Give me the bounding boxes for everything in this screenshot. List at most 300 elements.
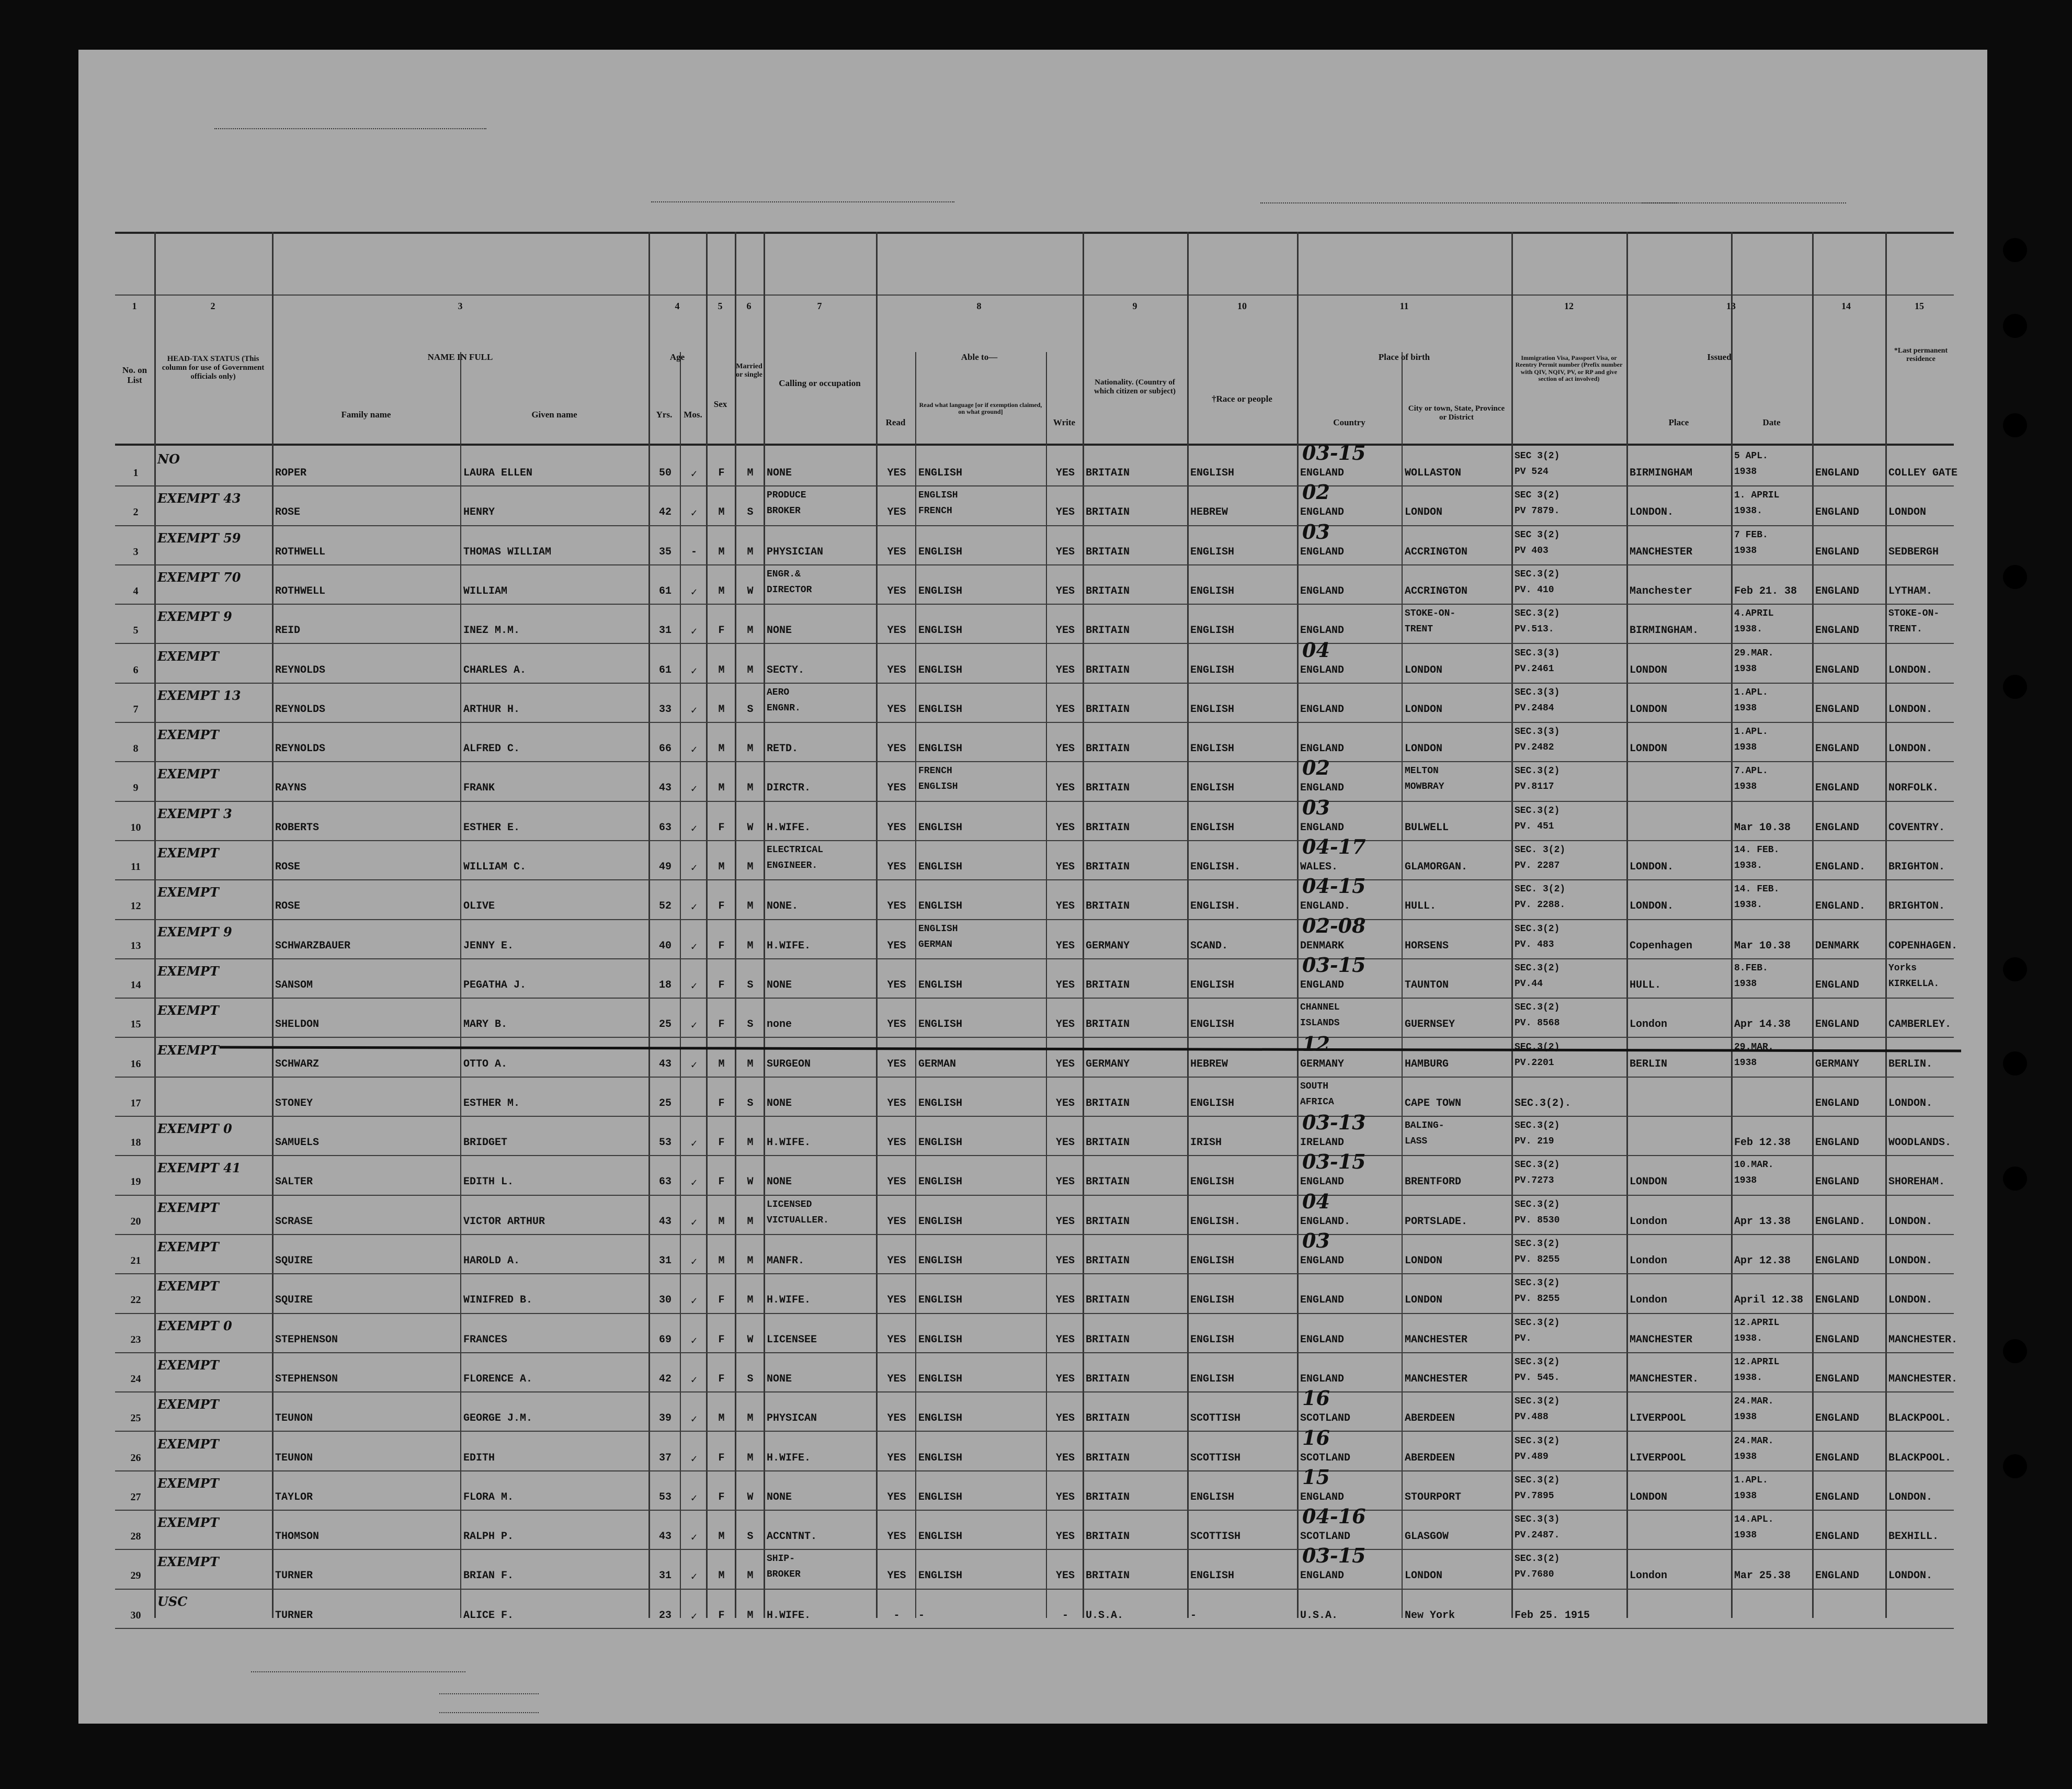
cell-family: ROSE	[275, 861, 301, 873]
cell-read: YES	[887, 585, 906, 597]
column-header: NAME IN FULL	[427, 352, 493, 362]
cell-given: EDITH L.	[463, 1176, 514, 1188]
cell-sex: M	[718, 703, 725, 716]
handwritten-code: 16	[1302, 1425, 1330, 1450]
cell-bcity: BRENTFORD	[1405, 1176, 1462, 1188]
cell-nat: BRITAIN	[1086, 861, 1130, 873]
cell-rcity: LONDON.	[1888, 703, 1933, 716]
cell-iplace: MANCHESTER	[1630, 1333, 1693, 1346]
table-row	[115, 1465, 1954, 1510]
column-header: Yrs.	[656, 410, 673, 420]
cell-idate: 12.APRIL 1938.	[1734, 1356, 1780, 1383]
cell-lang: ENGLISH	[918, 1491, 963, 1503]
cell-ms: W	[747, 1176, 754, 1188]
cell-occ: H.WIFE.	[767, 1452, 811, 1464]
cell-nat: BRITAIN	[1086, 900, 1130, 913]
cell-occ: NONE	[767, 625, 792, 637]
cell-sex: F	[718, 1018, 725, 1031]
cell-idate: 14. FEB. 1938.	[1734, 884, 1780, 911]
cell-tax: EXEMPT	[157, 766, 219, 782]
cell-given: HAROLD A.	[463, 1255, 520, 1267]
cell-yrs: 43	[658, 1058, 671, 1070]
cell-yrs: 42	[658, 1373, 671, 1385]
cell-rcountry: ENGLAND.	[1815, 900, 1866, 913]
cell-read: YES	[887, 1570, 906, 1582]
cell-occ: NONE	[767, 1176, 792, 1188]
cell-read: YES	[887, 1097, 906, 1109]
cell-visa: SEC.3(2) PV. 219	[1515, 1120, 1560, 1147]
cell-write: YES	[1055, 743, 1075, 755]
cell-iplace: Manchester	[1630, 585, 1693, 597]
cell-race: IRISH	[1190, 1137, 1222, 1149]
cell-family: ROTHWELL	[275, 546, 326, 558]
port-name	[1260, 202, 1679, 203]
column-header: *Last permanent residence	[1894, 347, 1948, 363]
cell-occ: NONE	[767, 1097, 792, 1109]
table-row	[115, 1273, 1954, 1312]
column-header: Immigration Visa, Passport Visa, or Reentry Permit number (Prefix number with QIV, NQIV, PV, or RP and give section of act involved)	[1515, 354, 1623, 383]
cell-nat: BRITAIN	[1086, 821, 1130, 834]
cell-lang: ENGLISH	[918, 467, 963, 479]
cell-visa: SEC. 3(2) PV. 2288.	[1515, 884, 1566, 911]
cell-given: FRANCES	[463, 1333, 508, 1346]
cell-read: YES	[887, 1255, 906, 1267]
cell-yrs: 61	[658, 664, 671, 676]
table-row	[115, 564, 1954, 604]
handwritten-code: 16	[1302, 1386, 1330, 1410]
cell-rcountry: ENGLAND	[1815, 1333, 1860, 1346]
cell-lang: ENGLISH	[918, 1215, 963, 1228]
cell-visa: Feb 25. 1915	[1515, 1609, 1590, 1622]
column-header: Read what language [or if exemption claimed, on what ground]	[919, 401, 1042, 416]
cell-bcity: TAUNTON	[1405, 979, 1449, 991]
cell-idate: 29.MAR. 1938	[1734, 648, 1774, 674]
handwritten-code: 15	[1302, 1465, 1330, 1489]
cell-nat: BRITAIN	[1086, 1176, 1130, 1188]
cell-sex: M	[718, 1570, 725, 1582]
cell-read: YES	[887, 467, 906, 479]
cell-write: YES	[1055, 585, 1075, 597]
cell-visa: SEC.3(2) PV. 545.	[1515, 1356, 1560, 1383]
cell-given: JENNY E.	[463, 939, 514, 952]
cell-sex: F	[718, 900, 725, 913]
cell-ms: M	[747, 1058, 754, 1070]
cell-bcountry: DENMARK	[1300, 939, 1345, 952]
cell-rcountry: ENGLAND	[1815, 782, 1860, 795]
table-row	[115, 519, 1954, 564]
cell-bcountry: SOUTH AFRICA	[1300, 1081, 1334, 1107]
cell-rcity: NORFOLK.	[1888, 782, 1939, 795]
cell-occ: H.WIFE.	[767, 939, 811, 952]
cell-nat: BRITAIN	[1086, 506, 1130, 519]
cell-nat: BRITAIN	[1086, 546, 1130, 558]
column-header: Mos.	[684, 410, 702, 420]
cell-mos: ✓	[690, 980, 698, 993]
cell-tax: EXEMPT	[157, 1436, 219, 1452]
cell-tax: EXEMPT	[157, 1397, 219, 1412]
cell-yrs: 61	[658, 585, 671, 597]
table-row	[115, 480, 1954, 525]
cell-no: 24	[130, 1373, 141, 1385]
cell-iplace: HULL.	[1630, 979, 1661, 991]
cell-race: SCOTTISH	[1190, 1452, 1241, 1464]
cell-no: 9	[133, 782, 139, 794]
cell-nat: BRITAIN	[1086, 1294, 1130, 1307]
handwritten-code: 03-15	[1302, 953, 1366, 977]
cell-bcountry: ENGLAND	[1300, 1294, 1345, 1307]
cell-race: ENGLISH	[1190, 1018, 1235, 1031]
cell-given: PEGATHA J.	[463, 979, 527, 991]
cell-tax: EXEMPT	[157, 1475, 219, 1491]
cell-visa: SEC.3(2) PV. 8255	[1515, 1278, 1560, 1305]
cell-family: TURNER	[275, 1570, 313, 1582]
cell-nat: BRITAIN	[1086, 1215, 1130, 1228]
column-header: Country	[1333, 417, 1365, 427]
cell-given: WINIFRED B.	[463, 1294, 533, 1307]
cell-visa: SEC.3(3) PV.2482	[1515, 727, 1560, 753]
cell-ms: M	[747, 1294, 754, 1307]
cell-bcountry: WALES.	[1300, 861, 1338, 873]
cell-visa: SEC.3(2) PV.8117	[1515, 766, 1560, 792]
cell-bcountry: ENGLAND	[1300, 506, 1345, 519]
cell-lang: ENGLISH	[918, 1018, 963, 1031]
cell-ms: W	[747, 1333, 754, 1346]
cell-given: FLORA M.	[463, 1491, 514, 1503]
table-row	[115, 1189, 1954, 1234]
cell-bcountry: ENGLAND	[1300, 1255, 1345, 1267]
column-number: 3	[458, 301, 463, 311]
cell-idate: 8.FEB. 1938	[1734, 963, 1768, 989]
table-row	[115, 1313, 1958, 1352]
cell-iplace: LONDON	[1630, 1176, 1668, 1188]
total-passengers-line	[439, 1693, 539, 1694]
cell-iplace: MANCHESTER	[1630, 546, 1693, 558]
cell-sex: F	[718, 939, 725, 952]
cell-visa: SEC.3(2) PV.44	[1515, 963, 1560, 989]
cell-given: BRIDGET	[463, 1137, 508, 1149]
cell-nat: BRITAIN	[1086, 1373, 1130, 1385]
cell-sex: F	[718, 625, 725, 637]
cell-occ: SECTY.	[767, 664, 805, 676]
cell-ms: S	[747, 506, 754, 519]
cell-occ: NONE	[767, 979, 792, 991]
cell-bcity: HULL.	[1405, 900, 1437, 913]
cell-mos: ✓	[690, 902, 698, 914]
cell-occ: none	[767, 1018, 792, 1031]
cell-yrs: 31	[658, 1255, 671, 1267]
cell-mos: ✓	[690, 1532, 698, 1545]
cell-read: YES	[887, 1018, 906, 1031]
cell-rcity: MANCHESTER.	[1888, 1373, 1958, 1385]
cell-mos: -	[690, 546, 697, 558]
cell-write: YES	[1055, 861, 1075, 873]
cell-race: HEBREW	[1190, 506, 1228, 519]
cell-mos: ✓	[690, 1177, 698, 1190]
cell-race: ENGLISH	[1190, 1570, 1235, 1582]
cell-occ: PRODUCE BROKER	[767, 490, 806, 517]
cell-family: SANSOM	[275, 979, 313, 991]
cell-visa: SEC.3(2) PV.7895	[1515, 1475, 1560, 1501]
column-number: 2	[210, 301, 215, 311]
cell-rcity: LONDON.	[1888, 1255, 1933, 1267]
column-number: 13	[1726, 301, 1736, 311]
cell-rcity: LONDON.	[1888, 1294, 1933, 1307]
cell-bcity: LONDON	[1405, 703, 1443, 716]
cell-ms: M	[747, 1412, 754, 1425]
cell-rcity: BRIGHTON.	[1888, 900, 1945, 913]
column-header: Married or single	[736, 363, 762, 379]
cell-write: YES	[1055, 506, 1075, 519]
cell-iplace: Copenhagen	[1630, 939, 1693, 952]
cell-given: CHARLES A.	[463, 664, 527, 676]
cell-bcity: HAMBURG	[1405, 1058, 1449, 1070]
column-header: Read	[885, 417, 906, 427]
cell-bcity: MELTON MOWBRAY	[1405, 766, 1444, 792]
cell-no: 5	[133, 625, 139, 637]
table-row	[115, 1504, 1954, 1549]
cell-given: ESTHER M.	[463, 1097, 520, 1109]
cell-occ: NONE	[767, 1491, 792, 1503]
cell-idate: Mar 10.38	[1734, 939, 1791, 952]
cell-mos: ✓	[690, 1414, 698, 1426]
cell-bcity: CAPE TOWN	[1405, 1097, 1462, 1109]
cell-rcity: STOKE-ON- TRENT.	[1888, 608, 1940, 635]
cell-iplace: LONDON.	[1630, 861, 1674, 873]
cell-mos: ✓	[690, 823, 698, 835]
cell-bcountry: ENGLAND	[1300, 743, 1345, 755]
cell-yrs: 40	[658, 939, 671, 952]
cell-rcity: BLACKPOOL.	[1888, 1452, 1952, 1464]
cell-nat: BRITAIN	[1086, 1531, 1130, 1543]
cell-visa: SEC.3(2) PV. 483	[1515, 923, 1560, 950]
cell-family: STONEY	[275, 1097, 313, 1109]
cell-iplace: LONDON	[1630, 703, 1668, 716]
cell-nat: BRITAIN	[1086, 1491, 1130, 1503]
cell-sex: F	[718, 1294, 725, 1307]
cell-lang: FRENCH ENGLISH	[918, 766, 958, 792]
cell-sex: F	[718, 1137, 725, 1149]
column-number: 1	[132, 301, 137, 311]
cell-lang: ENGLISH	[918, 664, 963, 676]
cell-no: 21	[130, 1255, 141, 1266]
cell-idate: April 12.38	[1734, 1294, 1804, 1307]
cell-bcountry: SCOTLAND	[1300, 1531, 1351, 1543]
cell-race: ENGLISH	[1190, 664, 1235, 676]
cell-lang: ENGLISH	[918, 900, 963, 913]
cell-iplace: LONDON	[1630, 1491, 1668, 1503]
cell-given: BRIAN F.	[463, 1570, 514, 1582]
cell-ms: M	[747, 743, 754, 755]
cell-mos: ✓	[690, 586, 698, 599]
cell-given: MARY B.	[463, 1018, 508, 1031]
cell-bcountry: CHANNEL ISLANDS	[1300, 1002, 1340, 1029]
cell-lang: ENGLISH	[918, 1137, 963, 1149]
cell-write: YES	[1055, 782, 1075, 795]
cell-idate: 5 APL. 1938	[1734, 451, 1768, 477]
cell-yrs: 43	[658, 1215, 671, 1228]
cell-mos: ✓	[690, 1571, 698, 1584]
cell-read: YES	[887, 861, 906, 873]
cell-race: HEBREW	[1190, 1058, 1228, 1070]
cell-ms: W	[747, 821, 754, 834]
cell-rcountry: ENGLAND	[1815, 1097, 1860, 1109]
cell-family: SAMUELS	[275, 1137, 320, 1149]
cell-idate: 14. FEB. 1938.	[1734, 845, 1780, 871]
cell-occ: SURGEON	[767, 1058, 811, 1070]
cell-bcountry: ENGLAND	[1300, 625, 1345, 637]
cell-sex: M	[718, 743, 725, 755]
cell-given: WILLIAM C.	[463, 861, 527, 873]
cell-iplace: BERLIN	[1630, 1058, 1668, 1070]
cell-sex: F	[718, 1373, 725, 1385]
cell-family: REYNOLDS	[275, 743, 326, 755]
cell-tax: EXEMPT 43	[157, 491, 241, 506]
cell-rcity: LONDON.	[1888, 1097, 1933, 1109]
handwritten-code: 04-17	[1302, 835, 1366, 858]
cell-bcity: STOURPORT	[1405, 1491, 1462, 1503]
cell-bcity: LONDON	[1405, 1294, 1443, 1307]
cell-family: SQUIRE	[275, 1255, 313, 1267]
cell-lang: ENGLISH	[918, 1333, 963, 1346]
cell-race: ENGLISH	[1190, 821, 1235, 834]
cell-bcity: LONDON	[1405, 743, 1443, 755]
cell-given: OLIVE	[463, 900, 495, 913]
cell-family: TAYLOR	[275, 1491, 313, 1503]
cell-rcountry: ENGLAND	[1815, 1491, 1860, 1503]
cell-lang: ENGLISH	[918, 821, 963, 834]
cell-no: 11	[131, 861, 141, 873]
column-number: 5	[718, 301, 723, 311]
table-row	[115, 795, 1954, 840]
cell-nat: BRITAIN	[1086, 1333, 1130, 1346]
cell-given: ALICE F.	[463, 1609, 514, 1622]
cell-lang: ENGLISH GERMAN	[918, 923, 958, 950]
cell-idate: 24.MAR. 1938	[1734, 1396, 1774, 1423]
cell-idate: 10.MAR. 1938	[1734, 1160, 1774, 1186]
cell-rcity: SEDBERGH	[1888, 546, 1939, 558]
cell-yrs: 33	[658, 703, 671, 716]
table-row	[115, 722, 1954, 761]
handwritten-code: 03	[1302, 1229, 1330, 1252]
cell-given: ALFRED C.	[463, 743, 520, 755]
cell-visa: SEC.3(2) PV. 8530	[1515, 1199, 1560, 1226]
cell-mos: ✓	[690, 626, 698, 639]
cell-bcity: LONDON	[1405, 506, 1443, 519]
cell-visa: SEC.3(2) PV.	[1515, 1317, 1560, 1344]
cell-occ: NONE.	[767, 900, 799, 913]
column-number: 12	[1564, 301, 1574, 311]
cell-lang: ENGLISH FRENCH	[918, 490, 958, 517]
cell-lang: ENGLISH	[918, 1097, 963, 1109]
column-header: Age	[669, 352, 685, 362]
cell-nat: BRITAIN	[1086, 1097, 1130, 1109]
handwritten-code: 03-15	[1302, 1544, 1366, 1568]
cell-rcountry: ENGLAND	[1815, 585, 1860, 597]
cell-bcity: STOKE-ON- TRENT	[1405, 608, 1456, 635]
cell-mos: ✓	[690, 1453, 698, 1466]
column-header: Write	[1053, 417, 1076, 427]
cell-occ: ELECTRICAL ENGINEER.	[767, 845, 824, 871]
cell-tax: EXEMPT 9	[157, 609, 232, 625]
cell-idate: Feb 21. 38	[1734, 585, 1797, 597]
cell-tax: EXEMPT 9	[157, 924, 232, 939]
cell-bcity: LONDON	[1405, 1570, 1443, 1582]
cell-visa: SEC 3(2) PV 7879.	[1515, 490, 1560, 517]
cell-write: YES	[1055, 1097, 1075, 1109]
cell-read: YES	[887, 979, 906, 991]
cell-yrs: 53	[658, 1137, 671, 1149]
cell-rcountry: ENGLAND	[1815, 1294, 1860, 1307]
cell-read: YES	[887, 546, 906, 558]
cell-lang: ENGLISH	[918, 743, 963, 755]
cell-write: YES	[1055, 1018, 1075, 1031]
cell-ms: M	[747, 1137, 754, 1149]
cell-no: 18	[130, 1137, 141, 1149]
cell-no: 14	[130, 979, 141, 991]
cell-bcity: ABERDEEN	[1405, 1412, 1455, 1425]
cell-race: SCOTTISH	[1190, 1412, 1241, 1425]
cell-mos: ✓	[690, 1020, 698, 1033]
cell-bcity: ACCRINGTON	[1405, 585, 1468, 597]
cell-idate: 1.APL. 1938	[1734, 727, 1768, 753]
cell-bcountry: ENGLAND	[1300, 703, 1345, 716]
cell-race: ENGLISH	[1190, 585, 1235, 597]
cell-mos: ✓	[690, 863, 698, 875]
cell-read: YES	[887, 939, 906, 952]
cell-nat: GERMANY	[1086, 939, 1130, 952]
cell-rcountry: ENGLAND	[1815, 625, 1860, 637]
cell-sex: F	[718, 1491, 725, 1503]
cell-race: ENGLISH	[1190, 1176, 1235, 1188]
cell-read: YES	[887, 1176, 906, 1188]
cell-occ: NONE	[767, 467, 792, 479]
cell-bcountry: ENGLAND	[1300, 782, 1345, 795]
binder-hole	[2003, 565, 2027, 589]
cell-family: SCHWARZBAUER	[275, 939, 351, 952]
column-number: 15	[1915, 301, 1924, 311]
cell-read: YES	[887, 743, 906, 755]
cell-write: YES	[1055, 979, 1075, 991]
cell-race: -	[1190, 1609, 1197, 1622]
cell-write: YES	[1055, 625, 1075, 637]
cell-no: 20	[130, 1215, 141, 1227]
cell-family: TEUNON	[275, 1412, 313, 1425]
cell-sex: M	[718, 1412, 725, 1425]
cell-no: 19	[130, 1176, 141, 1188]
cell-ms: M	[747, 625, 754, 637]
cell-yrs: 25	[658, 1018, 671, 1031]
handwritten-code: 02	[1302, 756, 1330, 780]
column-number: 6	[746, 301, 752, 311]
cell-ms: W	[747, 585, 754, 597]
cell-lang: ENGLISH	[918, 1255, 963, 1267]
cell-ms: S	[747, 1373, 754, 1385]
handwritten-code: 03-15	[1302, 1150, 1366, 1174]
cell-no: 10	[130, 821, 141, 833]
cell-yrs: 49	[658, 861, 671, 873]
manifest-sheet	[78, 50, 1987, 1724]
cell-ms: M	[747, 939, 754, 952]
handwritten-code: 03-15	[1302, 441, 1366, 465]
cell-yrs: 52	[658, 900, 671, 913]
table-row	[115, 1544, 1954, 1588]
cell-rcity: LONDON	[1888, 506, 1927, 519]
cell-ms: M	[747, 546, 754, 558]
cell-yrs: 30	[658, 1294, 671, 1307]
cell-lang: -	[918, 1609, 925, 1622]
cell-nat: BRITAIN	[1086, 743, 1130, 755]
cell-rcity: WOODLANDS.	[1888, 1137, 1952, 1149]
